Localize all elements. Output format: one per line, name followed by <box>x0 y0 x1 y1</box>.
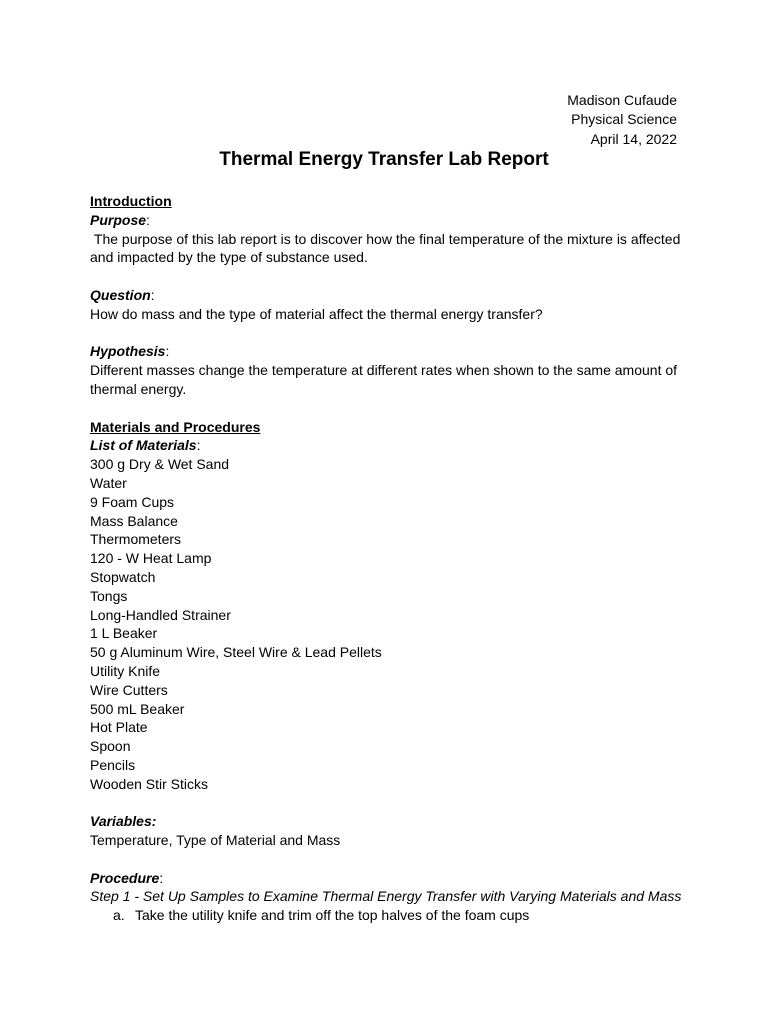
step-item-marker: a. <box>113 907 125 924</box>
step-1-item <box>90 906 690 925</box>
purpose-label-line: Purpose: <box>90 211 150 228</box>
procedure-label-line: Procedure: <box>90 869 164 886</box>
material-item: Hot Plate <box>90 719 148 736</box>
report-date: April 14, 2022 <box>590 130 677 147</box>
materials-list <box>90 455 690 793</box>
page-title: Thermal Energy Transfer Lab Report <box>219 149 549 170</box>
material-item: Stopwatch <box>90 568 156 585</box>
step-1-heading: Step 1 - Set Up Samples to Examine Thermal Energy Transfer with Varying Materials and Mass <box>90 888 682 905</box>
material-item: Water <box>90 474 127 491</box>
procedure-label: Procedure <box>90 869 160 886</box>
material-item: 1 L Beaker <box>90 625 158 642</box>
course-name: Physical Science <box>571 111 677 128</box>
hypothesis-label: Hypothesis <box>90 343 166 360</box>
question-label-line: Question: <box>90 286 155 303</box>
material-item: Thermometers <box>90 531 182 548</box>
question-text: How do mass and the type of material affect the thermal energy transfer? <box>90 305 543 322</box>
purpose-text: The purpose of this lab report is to discover how the final temperature of the mixture is affected and impacted by the type of substance used. <box>90 230 685 266</box>
material-item: Wire Cutters <box>90 681 168 698</box>
material-item: Utility Knife <box>90 662 161 679</box>
step-1-list <box>90 906 690 925</box>
material-item: 120 - W Heat Lamp <box>90 550 212 567</box>
materials-list-label: List of Materials <box>90 437 197 454</box>
material-item: Wooden Stir Sticks <box>90 775 209 792</box>
material-item: Mass Balance <box>90 512 178 529</box>
question-label: Question <box>90 286 151 303</box>
materials-label-line: List of Materials: <box>90 437 201 454</box>
hypothesis-label-line: Hypothesis: <box>90 343 170 360</box>
material-item: 300 g Dry & Wet Sand <box>90 456 230 473</box>
purpose-label: Purpose <box>90 211 147 228</box>
author-name: Madison Cufaude <box>567 92 677 108</box>
material-item: Pencils <box>90 756 136 773</box>
variables-text: Temperature, Type of Material and Mass <box>90 832 341 849</box>
materials-heading: Materials and Procedures <box>90 418 261 435</box>
variables-label: Variables: <box>90 813 157 830</box>
material-item: 50 g Aluminum Wire, Steel Wire & Lead Pellets <box>90 644 382 661</box>
report-body <box>90 192 690 925</box>
material-item: Tongs <box>90 587 128 604</box>
material-item: Long-Handled Strainer <box>90 606 231 623</box>
material-item: Spoon <box>90 738 131 755</box>
material-item: 500 mL Beaker <box>90 700 185 717</box>
step-item-text: Take the utility knife and trim off the top halves of the foam cups <box>135 907 530 924</box>
hypothesis-text: Different masses change the temperature at different rates when shown to the same amount of thermal energy. <box>90 362 678 397</box>
material-item: 9 Foam Cups <box>90 493 175 510</box>
introduction-heading: Introduction <box>90 193 172 209</box>
header-block <box>567 91 677 149</box>
